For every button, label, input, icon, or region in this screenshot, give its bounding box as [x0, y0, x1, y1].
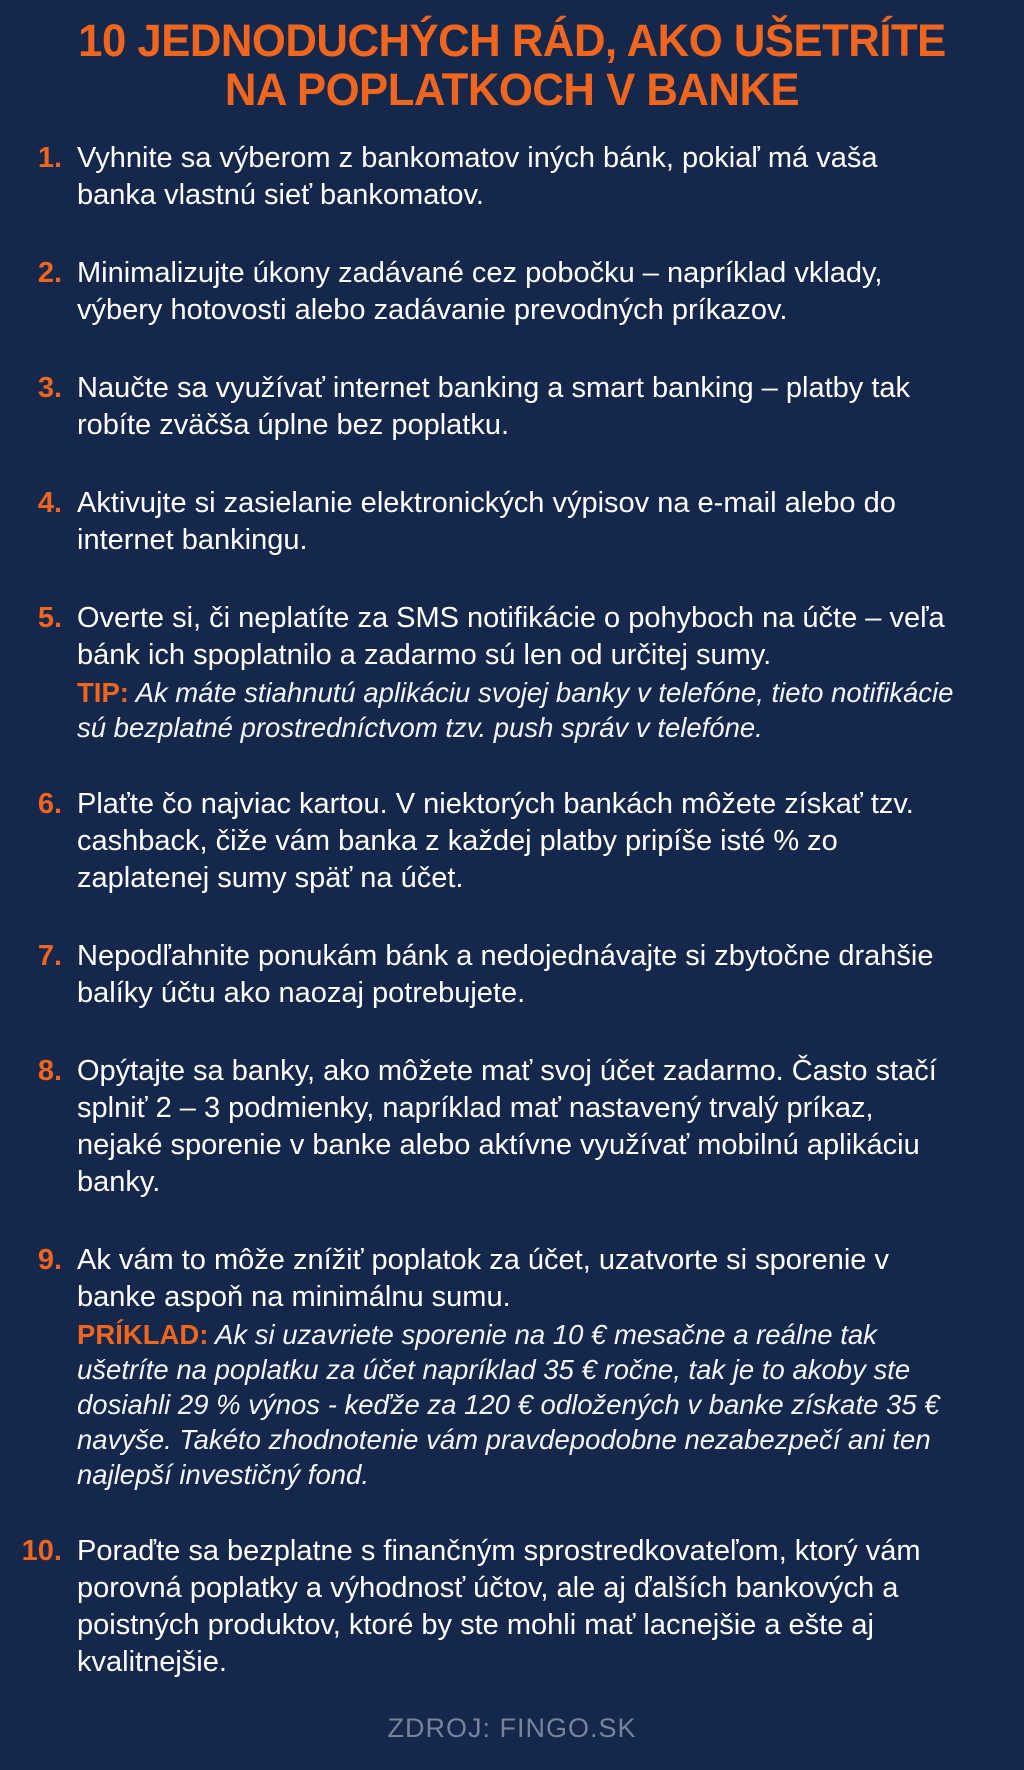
item-number: 3. — [37, 372, 62, 405]
item-number: 8. — [37, 1055, 62, 1088]
list-item-1 — [0, 140, 1024, 214]
item-text: Vyhnite sa výberom z bankomatov iných bánk, pokiaľ má vaša banka vlastnú sieť bankomatov. — [77, 142, 878, 212]
item-text: Naučte sa využívať internet banking a smart banking – platby tak robíte zväčša úplne bez poplatku. — [77, 372, 910, 442]
item-text: Aktivujte si zasielanie elektronických výpisov na e-mail alebo do internet bankingu. — [77, 487, 896, 557]
list-item-2 — [0, 255, 1024, 329]
list-item-3 — [0, 370, 1024, 444]
list-item-4 — [0, 485, 1024, 559]
tips-list — [0, 140, 1024, 1681]
item-text: Plaťte čo najviac kartou. V niektorých bankách môžete získať tzv. cashback, čiže vám banka z každej platby pripíše isté % zo zaplatenej sumy späť na účet. — [77, 788, 914, 895]
item-number: 7. — [37, 940, 62, 973]
item-number: 6. — [37, 788, 62, 821]
list-item-10 — [0, 1533, 1024, 1681]
list-item-7 — [0, 938, 1024, 1012]
item-number: 5. — [37, 602, 62, 635]
item-body — [77, 1242, 963, 1492]
note-label: PRÍKLAD: — [77, 1319, 209, 1351]
page-title-line-1: 10 JEDNODUCHÝCH RÁD, AKO UŠETRÍTE — [78, 15, 946, 66]
list-item-6 — [0, 786, 1024, 897]
list-item-8 — [0, 1053, 1024, 1201]
item-text: Opýtajte sa banky, ako môžete mať svoj účet zadarmo. Často stačí splniť 2 – 3 podmienky, napríklad mať nastavený trvalý príkaz, nejaké sporenie v banke alebo aktívne využívať mobilnú aplikáciu banky. — [77, 1055, 937, 1199]
item-number: 1. — [37, 142, 62, 175]
item-text: Ak vám to môže znížiť poplatok za účet, uzatvorte si sporenie v banke aspoň na minimálnu sumu. — [77, 1244, 889, 1314]
item-body — [77, 600, 963, 745]
list-item-5 — [0, 600, 1024, 745]
item-text: Poraďte sa bezplatne s finančným sprostredkovateľom, ktorý vám porovná poplatky a výhodnosť účtov, ale aj ďalších bankových a poistných produktov, ktoré by ste mohli mať lacnejšie a ešte aj kvalitnejšie. — [77, 1535, 921, 1679]
item-number: 10. — [21, 1535, 62, 1568]
item-text: Minimalizujte úkony zadávané cez pobočku – napríklad vklady, výbery hotovosti alebo zadávanie prevodných príkazov. — [77, 257, 883, 327]
page-title-line-2: NA POPLATKOCH V BANKE — [224, 64, 800, 116]
item-number: 2. — [37, 257, 62, 290]
item-number: 4. — [37, 487, 62, 520]
tip-note — [77, 675, 963, 745]
note-label: TIP: — [77, 677, 129, 709]
item-number: 9. — [37, 1244, 62, 1277]
example-note — [77, 1317, 963, 1492]
item-text: Overte si, či neplatíte za SMS notifikácie o pohyboch na účte – veľa bánk ich spoplatnilo a zadarmo sú len od určitej sumy. — [77, 602, 945, 672]
item-text: Nepodľahnite ponukám bánk a nedojednávajte si zbytočne drahšie balíky účtu ako naozaj potrebujete. — [77, 940, 934, 1010]
source-credit: ZDROJ: FINGO.SK — [387, 1713, 637, 1743]
note-text: Ak si uzavriete sporenie na 10 € mesačne a reálne tak ušetríte na poplatku za účet napríklad 35 € ročne, tak je to akoby ste dosiahli 29 % výnos - keďže za 120 € odložených v banke získate 35 € navyše. Takéto zhodnotenie vám pravdepodobne nezabezpečí ani ten najlepší investičný fond. — [77, 1319, 940, 1491]
page-title — [15, 16, 1008, 114]
note-text: Ak máte stiahnutú aplikáciu svojej banky v telefóne, tieto notifikácie sú bezplatné prostredníctvom tzv. push správ v telefóne. — [77, 677, 954, 744]
list-item-9 — [0, 1242, 1024, 1492]
